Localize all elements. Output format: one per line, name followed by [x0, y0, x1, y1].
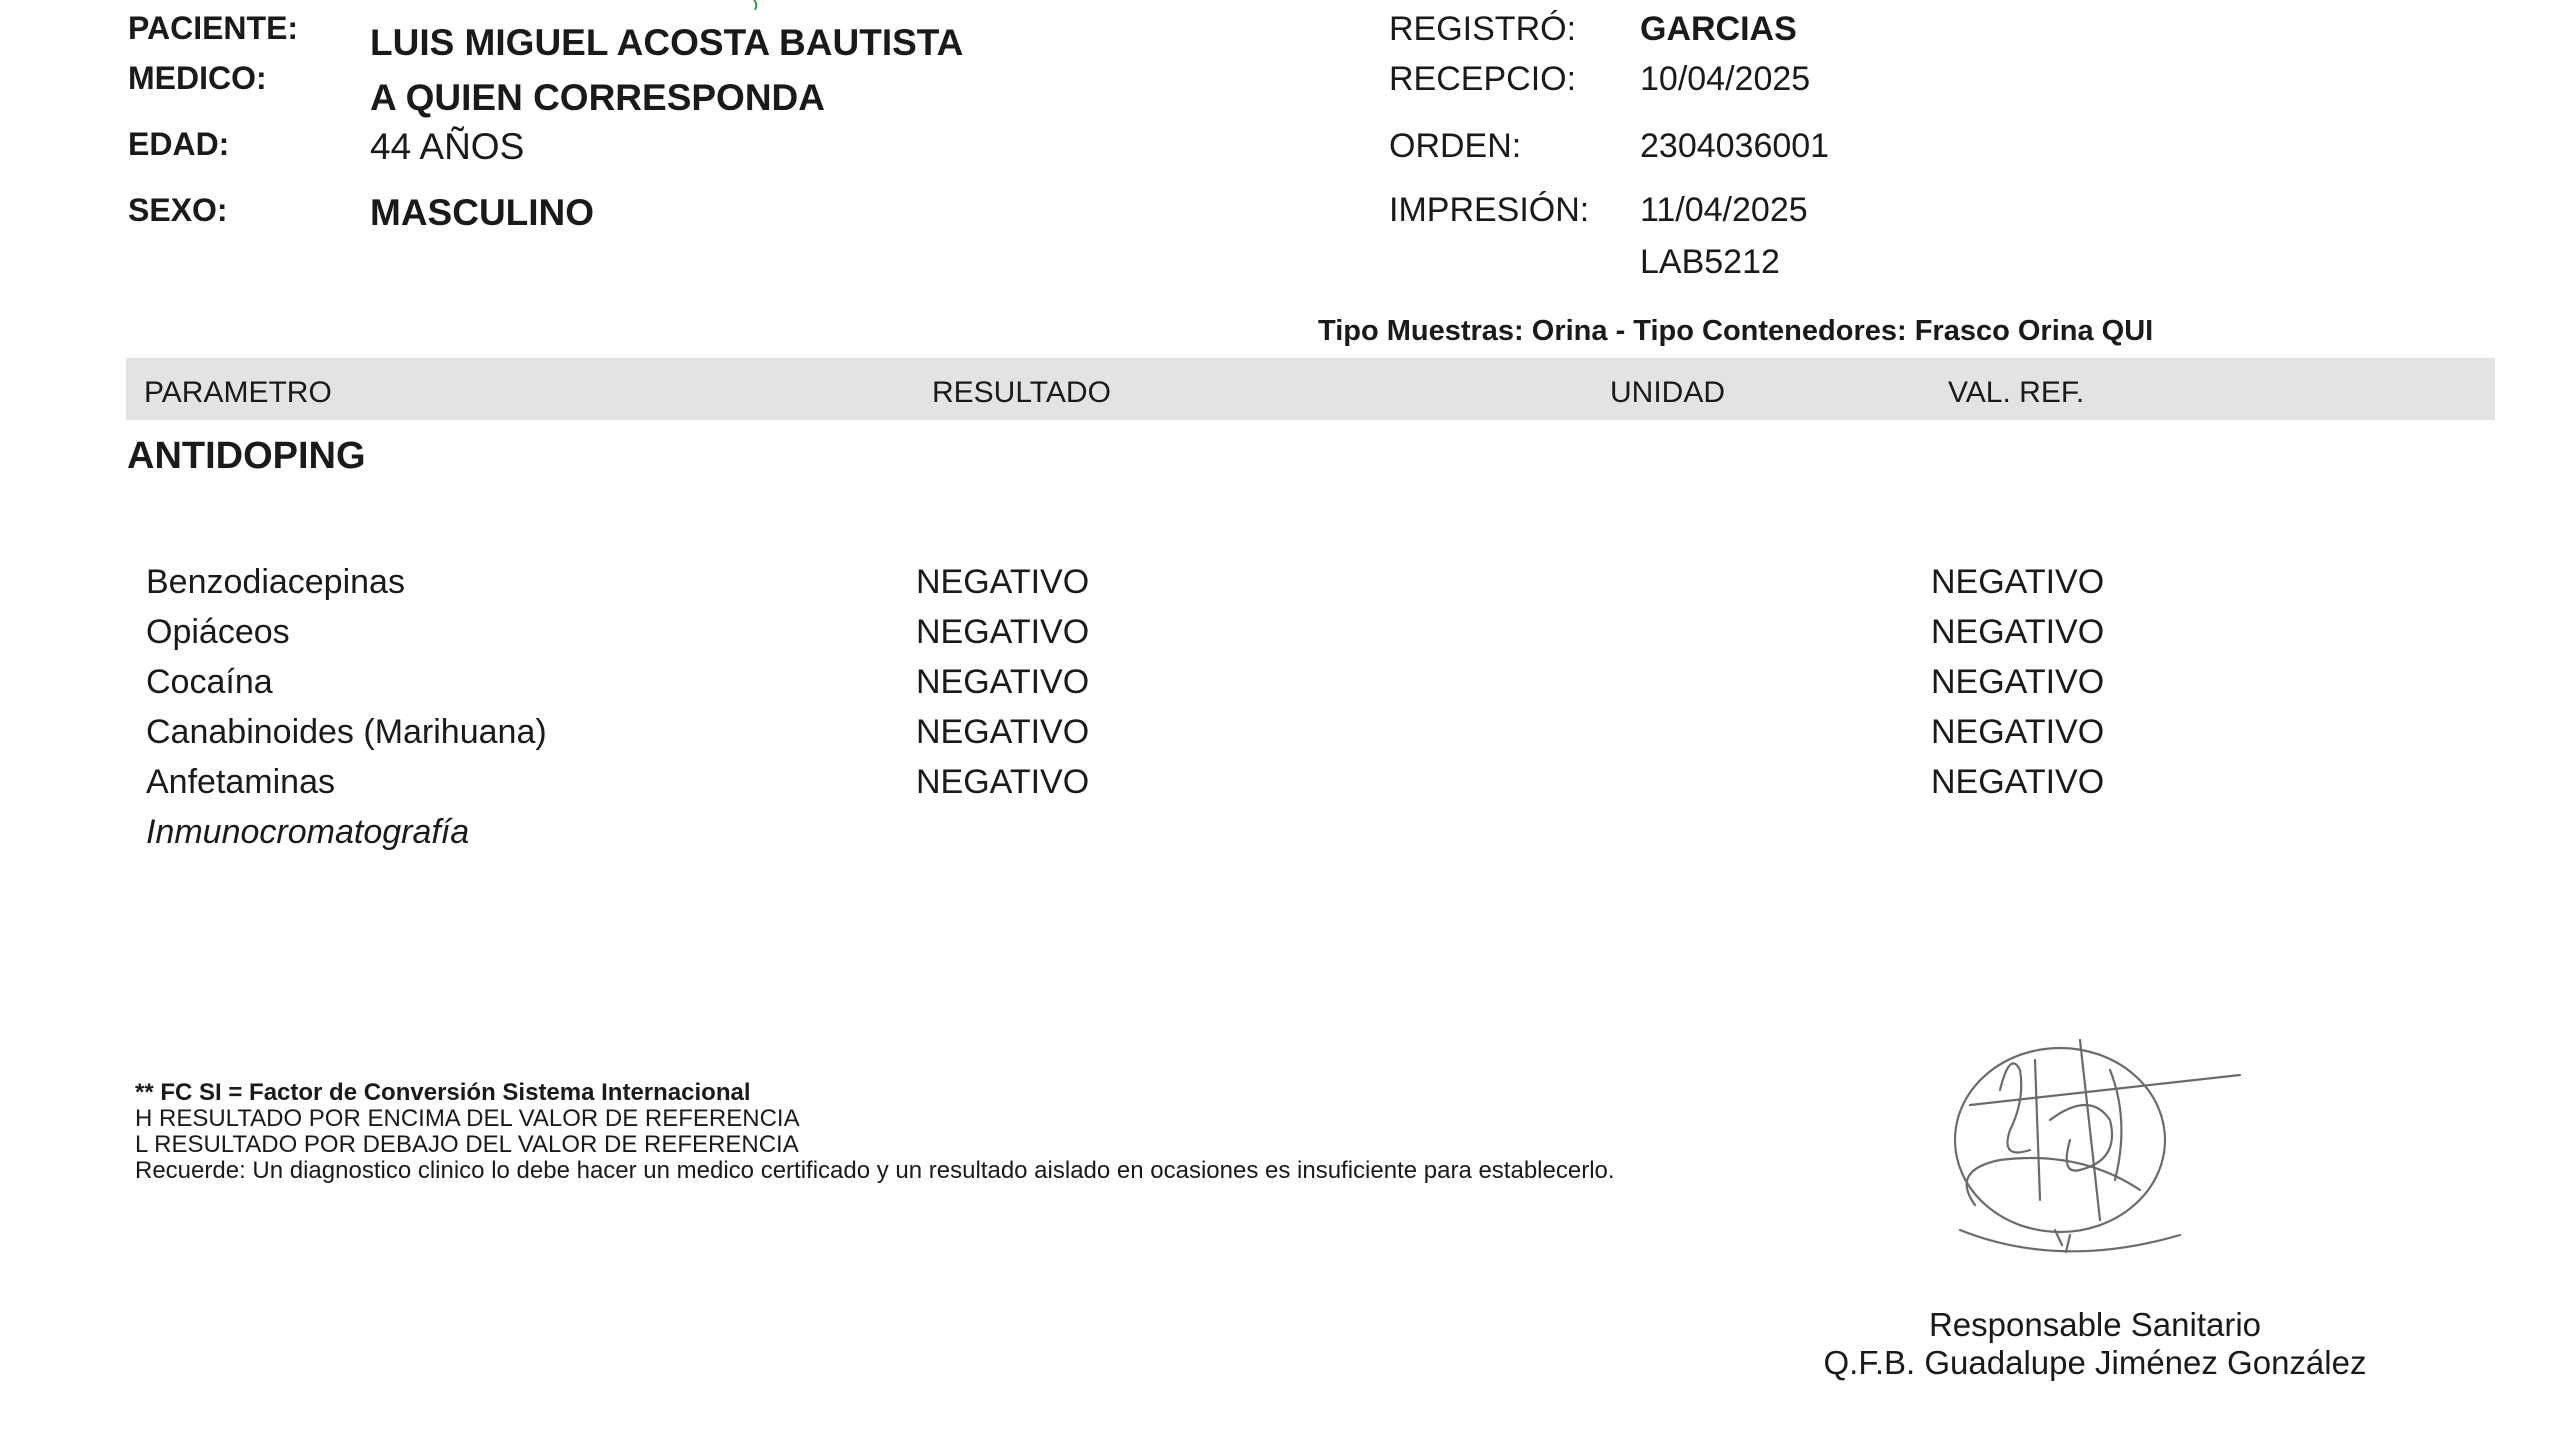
paciente-value: LUIS MIGUEL ACOSTA BAUTISTA — [370, 22, 964, 63]
signature-name: Q.F.B. Guadalupe Jiménez González — [1823, 1344, 2367, 1381]
fc-si-note: ** FC SI = Factor de Conversión Sistema Internacional — [135, 1079, 751, 1106]
impresion-label: IMPRESIÓN: — [1389, 191, 1590, 229]
l-note: L RESULTADO POR DEBAJO DEL VALOR DE REFERENCIA — [135, 1131, 799, 1158]
recepcio-value: 10/04/2025 — [1640, 60, 1811, 98]
row-val-ref: NEGATIVO — [1931, 563, 2105, 601]
header-parametro: PARAMETRO — [144, 376, 332, 409]
row-parametro: Canabinoides (Marihuana) — [146, 713, 547, 751]
row-parametro: Benzodiacepinas — [146, 563, 405, 601]
signature-title: Responsable Sanitario — [1928, 1306, 2262, 1343]
table-row — [0, 663, 2550, 713]
sexo-label: SEXO: — [128, 192, 228, 228]
recepcio-label: RECEPCIO: — [1389, 60, 1577, 98]
logo-fragment-icon — [752, 0, 762, 10]
row-resultado: NEGATIVO — [916, 563, 1090, 601]
impresion-value: 11/04/2025 — [1640, 191, 1808, 229]
header-val-ref: VAL. REF. — [1948, 376, 2085, 409]
table-row — [0, 563, 2550, 613]
signature-icon — [1940, 1030, 2260, 1290]
registro-value: GARCIAS — [1640, 10, 1797, 48]
row-resultado: NEGATIVO — [916, 613, 1090, 651]
medico-value: A QUIEN CORRESPONDA — [370, 77, 826, 118]
footnotes — [135, 1080, 1615, 1184]
table-header — [126, 358, 2495, 420]
lab-code: LAB5212 — [1640, 243, 1780, 281]
row-resultado: NEGATIVO — [916, 663, 1090, 701]
edad-value: 44 AÑOS — [370, 126, 525, 167]
section-title: ANTIDOPING — [127, 435, 366, 477]
orden-label: ORDEN: — [1389, 127, 1522, 165]
edad-label: EDAD: — [128, 126, 230, 162]
row-parametro: Anfetaminas — [146, 763, 335, 801]
paciente-label: PACIENTE: — [128, 10, 299, 46]
method-note: Inmunocromatografía — [146, 813, 470, 851]
table-row — [0, 713, 2550, 763]
h-note: H RESULTADO POR ENCIMA DEL VALOR DE REFERENCIA — [135, 1105, 800, 1132]
row-val-ref: NEGATIVO — [1931, 713, 2105, 751]
row-val-ref: NEGATIVO — [1931, 613, 2105, 651]
registro-label: REGISTRÓ: — [1389, 10, 1577, 48]
row-parametro: Opiáceos — [146, 613, 290, 651]
disclaimer-note: Recuerde: Un diagnostico clinico lo debe hacer un medico certificado y un resultado aislado en ocasiones es insuficiente para establecerlo. — [135, 1157, 1615, 1184]
header-unidad: UNIDAD — [1610, 376, 1726, 409]
table-row — [0, 613, 2550, 663]
table-row — [0, 763, 2550, 813]
row-val-ref: NEGATIVO — [1931, 663, 2105, 701]
orden-value: 2304036001 — [1640, 127, 1830, 165]
medico-label: MEDICO: — [128, 60, 267, 96]
row-resultado: NEGATIVO — [916, 713, 1090, 751]
header-resultado: RESULTADO — [932, 376, 1111, 409]
row-val-ref: NEGATIVO — [1931, 763, 2105, 801]
sample-info: Tipo Muestras: Orina - Tipo Contenedores: Frasco Orina QUI — [1318, 315, 2154, 347]
row-resultado: NEGATIVO — [916, 763, 1090, 801]
row-parametro: Cocaína — [146, 663, 273, 701]
sexo-value: MASCULINO — [370, 192, 595, 233]
